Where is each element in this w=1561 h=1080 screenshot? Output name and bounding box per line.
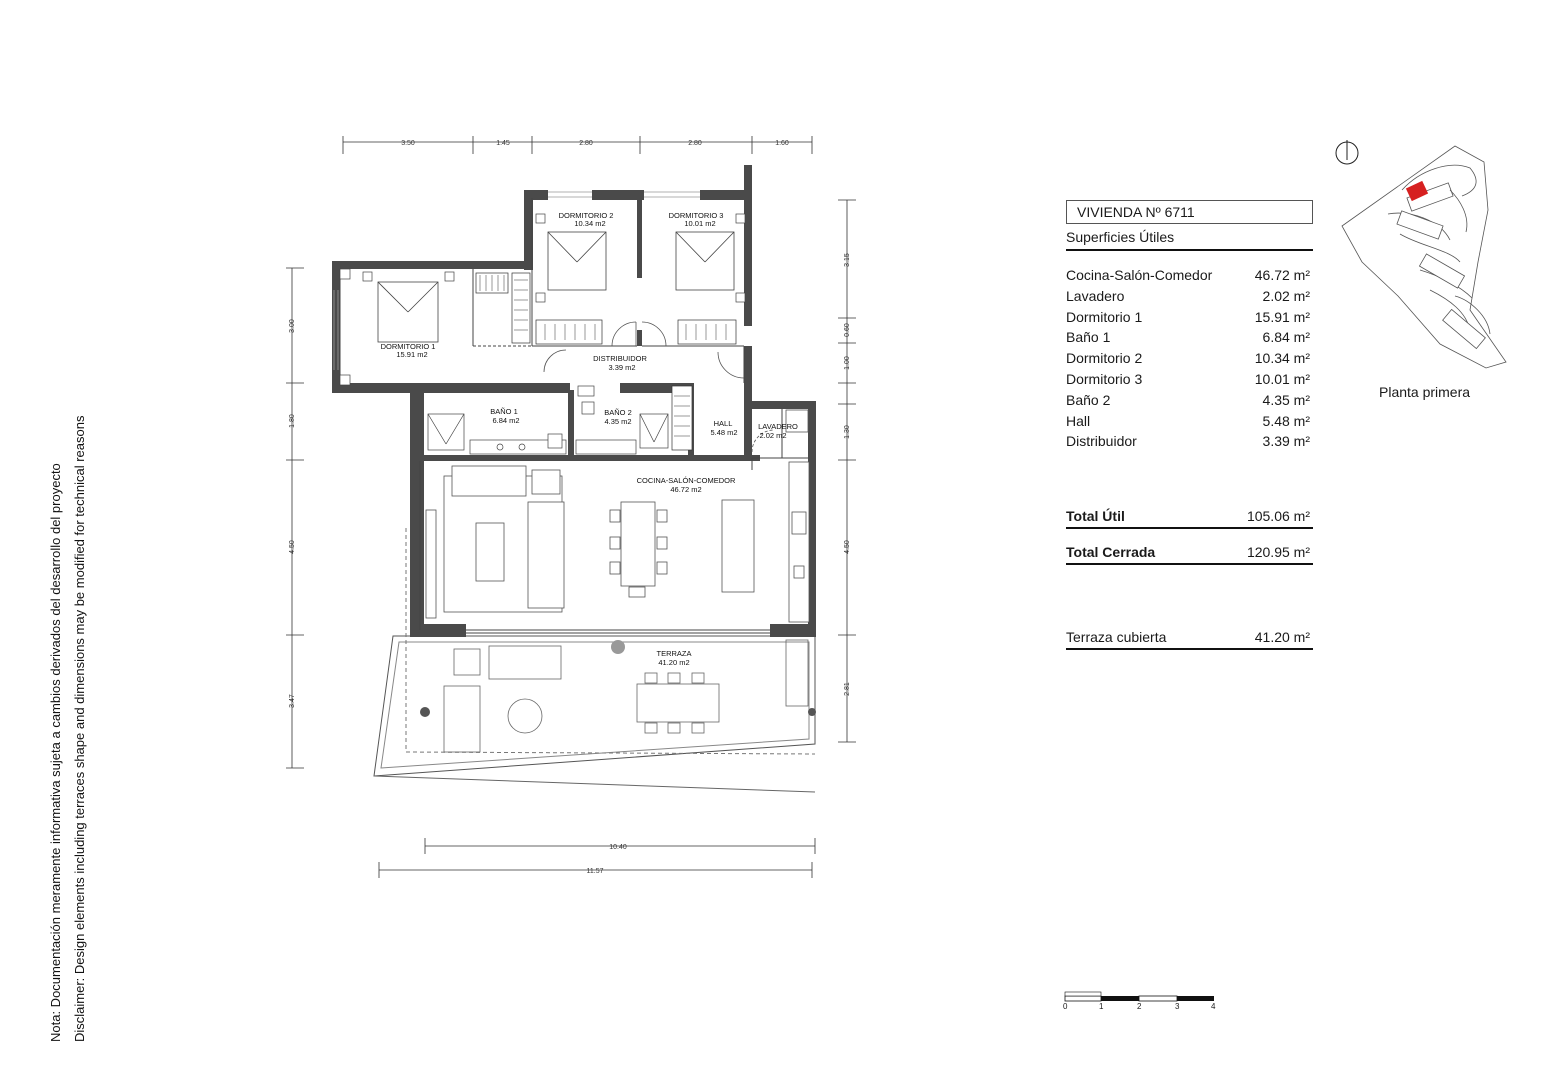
surface-rows xyxy=(1066,265,1313,452)
row-name: Lavadero xyxy=(1066,287,1125,304)
terrace-furniture xyxy=(444,640,808,752)
terraza-label: Terraza cubierta xyxy=(1066,629,1167,645)
room-dormitorio2-name: DORMITORIO 2 xyxy=(558,211,614,220)
dim-right-6: 2.81 xyxy=(844,682,851,696)
row-name: Dormitorio 2 xyxy=(1066,350,1143,367)
scale-0: 0 xyxy=(1063,1002,1068,1011)
row-value: 4.35 m² xyxy=(1262,391,1310,408)
dwelling-title: VIVIENDA Nº 6711 xyxy=(1066,200,1313,224)
row-name: Dormitorio 1 xyxy=(1066,308,1143,325)
dim-top-1: 3.50 xyxy=(401,140,415,147)
room-bano2-area: 4.35 m2 xyxy=(604,417,632,426)
row-name: Cocina-Salón-Comedor xyxy=(1066,267,1213,283)
room-hall-name: HALL xyxy=(713,419,733,428)
room-dormitorio1-name: DORMITORIO 1 xyxy=(380,342,436,351)
surface-row xyxy=(1066,369,1313,390)
surface-subtitle: Superficies Útiles xyxy=(1066,229,1313,251)
dim-top-3: 2.80 xyxy=(579,140,593,147)
room-lavadero-area: 2.02 m2 xyxy=(759,431,787,440)
dim-right-5: 4.50 xyxy=(844,540,851,554)
scale-1: 1 xyxy=(1099,1002,1104,1011)
surface-row xyxy=(1066,307,1313,328)
room-bano1-area: 6.84 m2 xyxy=(492,416,520,425)
row-name: Hall xyxy=(1066,412,1091,429)
dim-top-5: 1.60 xyxy=(775,140,789,147)
surface-row xyxy=(1066,390,1313,411)
dim-right-2: 0.60 xyxy=(844,323,851,337)
row-name: Baño 1 xyxy=(1066,329,1111,346)
row-value: 2.02 m² xyxy=(1262,287,1310,304)
scale-3: 3 xyxy=(1175,1002,1180,1011)
surface-row xyxy=(1066,265,1313,286)
total-cerrada-label: Total Cerrada xyxy=(1066,544,1156,560)
room-distribuidor-area: 3.39 m2 xyxy=(608,363,636,372)
north-compass-icon xyxy=(1336,140,1358,164)
terraza-row xyxy=(1066,629,1313,650)
row-name: Baño 2 xyxy=(1066,391,1111,408)
disclaimer-line-en: Disclaimer: Design elements including terraces shape and dimensions may be modified for technical reasons xyxy=(72,415,87,1042)
dim-left-3: 4.50 xyxy=(289,540,296,554)
disclaimer-line-es: Nota: Documentación meramente informativa sujeta a cambios derivados del desarrollo del proyecto xyxy=(48,463,63,1042)
terrace-column-icon xyxy=(611,640,625,654)
row-value: 46.72 m² xyxy=(1254,267,1310,283)
total-util-value: 105.06 m² xyxy=(1246,508,1310,524)
surface-row xyxy=(1066,431,1313,452)
room-cocina-name: COCINA-SALÓN-COMEDOR xyxy=(636,476,736,485)
room-dormitorio1-area: 15.91 m2 xyxy=(396,350,428,359)
total-cerrada-value: 120.95 m² xyxy=(1246,544,1310,560)
room-hall-area: 5.48 m2 xyxy=(710,428,738,437)
row-value: 10.34 m² xyxy=(1254,350,1310,367)
dim-right-1: 3.15 xyxy=(844,253,851,267)
dim-left-4: 3.47 xyxy=(289,694,296,708)
total-util-label: Total Útil xyxy=(1066,508,1125,524)
terrace-lamp-icon xyxy=(420,707,430,717)
dim-top-4: 2.80 xyxy=(688,140,702,147)
total-util-row xyxy=(1066,508,1313,529)
room-dormitorio2-area: 10.34 m2 xyxy=(574,219,606,228)
site-plan-map xyxy=(1342,146,1506,368)
surface-row xyxy=(1066,327,1313,348)
row-value: 5.48 m² xyxy=(1262,412,1310,429)
room-lavadero-name: LAVADERO xyxy=(758,422,798,431)
dim-right-4: 1.30 xyxy=(844,425,851,439)
room-dormitorio3-name: DORMITORIO 3 xyxy=(668,211,724,220)
row-name: Distribuidor xyxy=(1066,433,1137,450)
site-plan-label: Planta primera xyxy=(1379,384,1471,400)
scale-bar xyxy=(1060,990,1230,1004)
scale-4: 4 xyxy=(1211,1002,1216,1011)
dim-right-3: 1.00 xyxy=(844,356,851,370)
row-name: Dormitorio 3 xyxy=(1066,370,1143,387)
room-distribuidor-name: DISTRIBUIDOR xyxy=(593,354,647,363)
surface-table xyxy=(1066,200,1313,452)
surface-row xyxy=(1066,411,1313,432)
dim-left-2: 1.80 xyxy=(289,414,296,428)
scale-2: 2 xyxy=(1137,1002,1142,1011)
row-value: 15.91 m² xyxy=(1254,308,1310,325)
room-bano1-name: BAÑO 1 xyxy=(490,407,518,416)
dim-left-1: 3.00 xyxy=(289,319,296,333)
surface-row xyxy=(1066,348,1313,369)
room-terraza-name: TERRAZA xyxy=(656,649,692,658)
terrace-lamp-icon-2 xyxy=(808,708,816,716)
bathroom-fixtures xyxy=(428,386,668,454)
room-cocina-area: 46.72 m2 xyxy=(670,485,702,494)
row-value: 6.84 m² xyxy=(1262,329,1310,346)
dim-top-2: 1.45 xyxy=(496,140,510,147)
terraza-value: 41.20 m² xyxy=(1254,629,1310,645)
dim-bottom-2: 11.57 xyxy=(586,868,604,875)
surface-row xyxy=(1066,286,1313,307)
room-dormitorio3-area: 10.01 m2 xyxy=(684,219,716,228)
row-value: 3.39 m² xyxy=(1262,433,1310,450)
total-cerrada-row xyxy=(1066,544,1313,565)
dim-bottom-1: 10.40 xyxy=(609,844,627,851)
room-bano2-name: BAÑO 2 xyxy=(604,408,632,417)
room-terraza-area: 41.20 m2 xyxy=(658,658,690,667)
row-value: 10.01 m² xyxy=(1254,370,1310,387)
